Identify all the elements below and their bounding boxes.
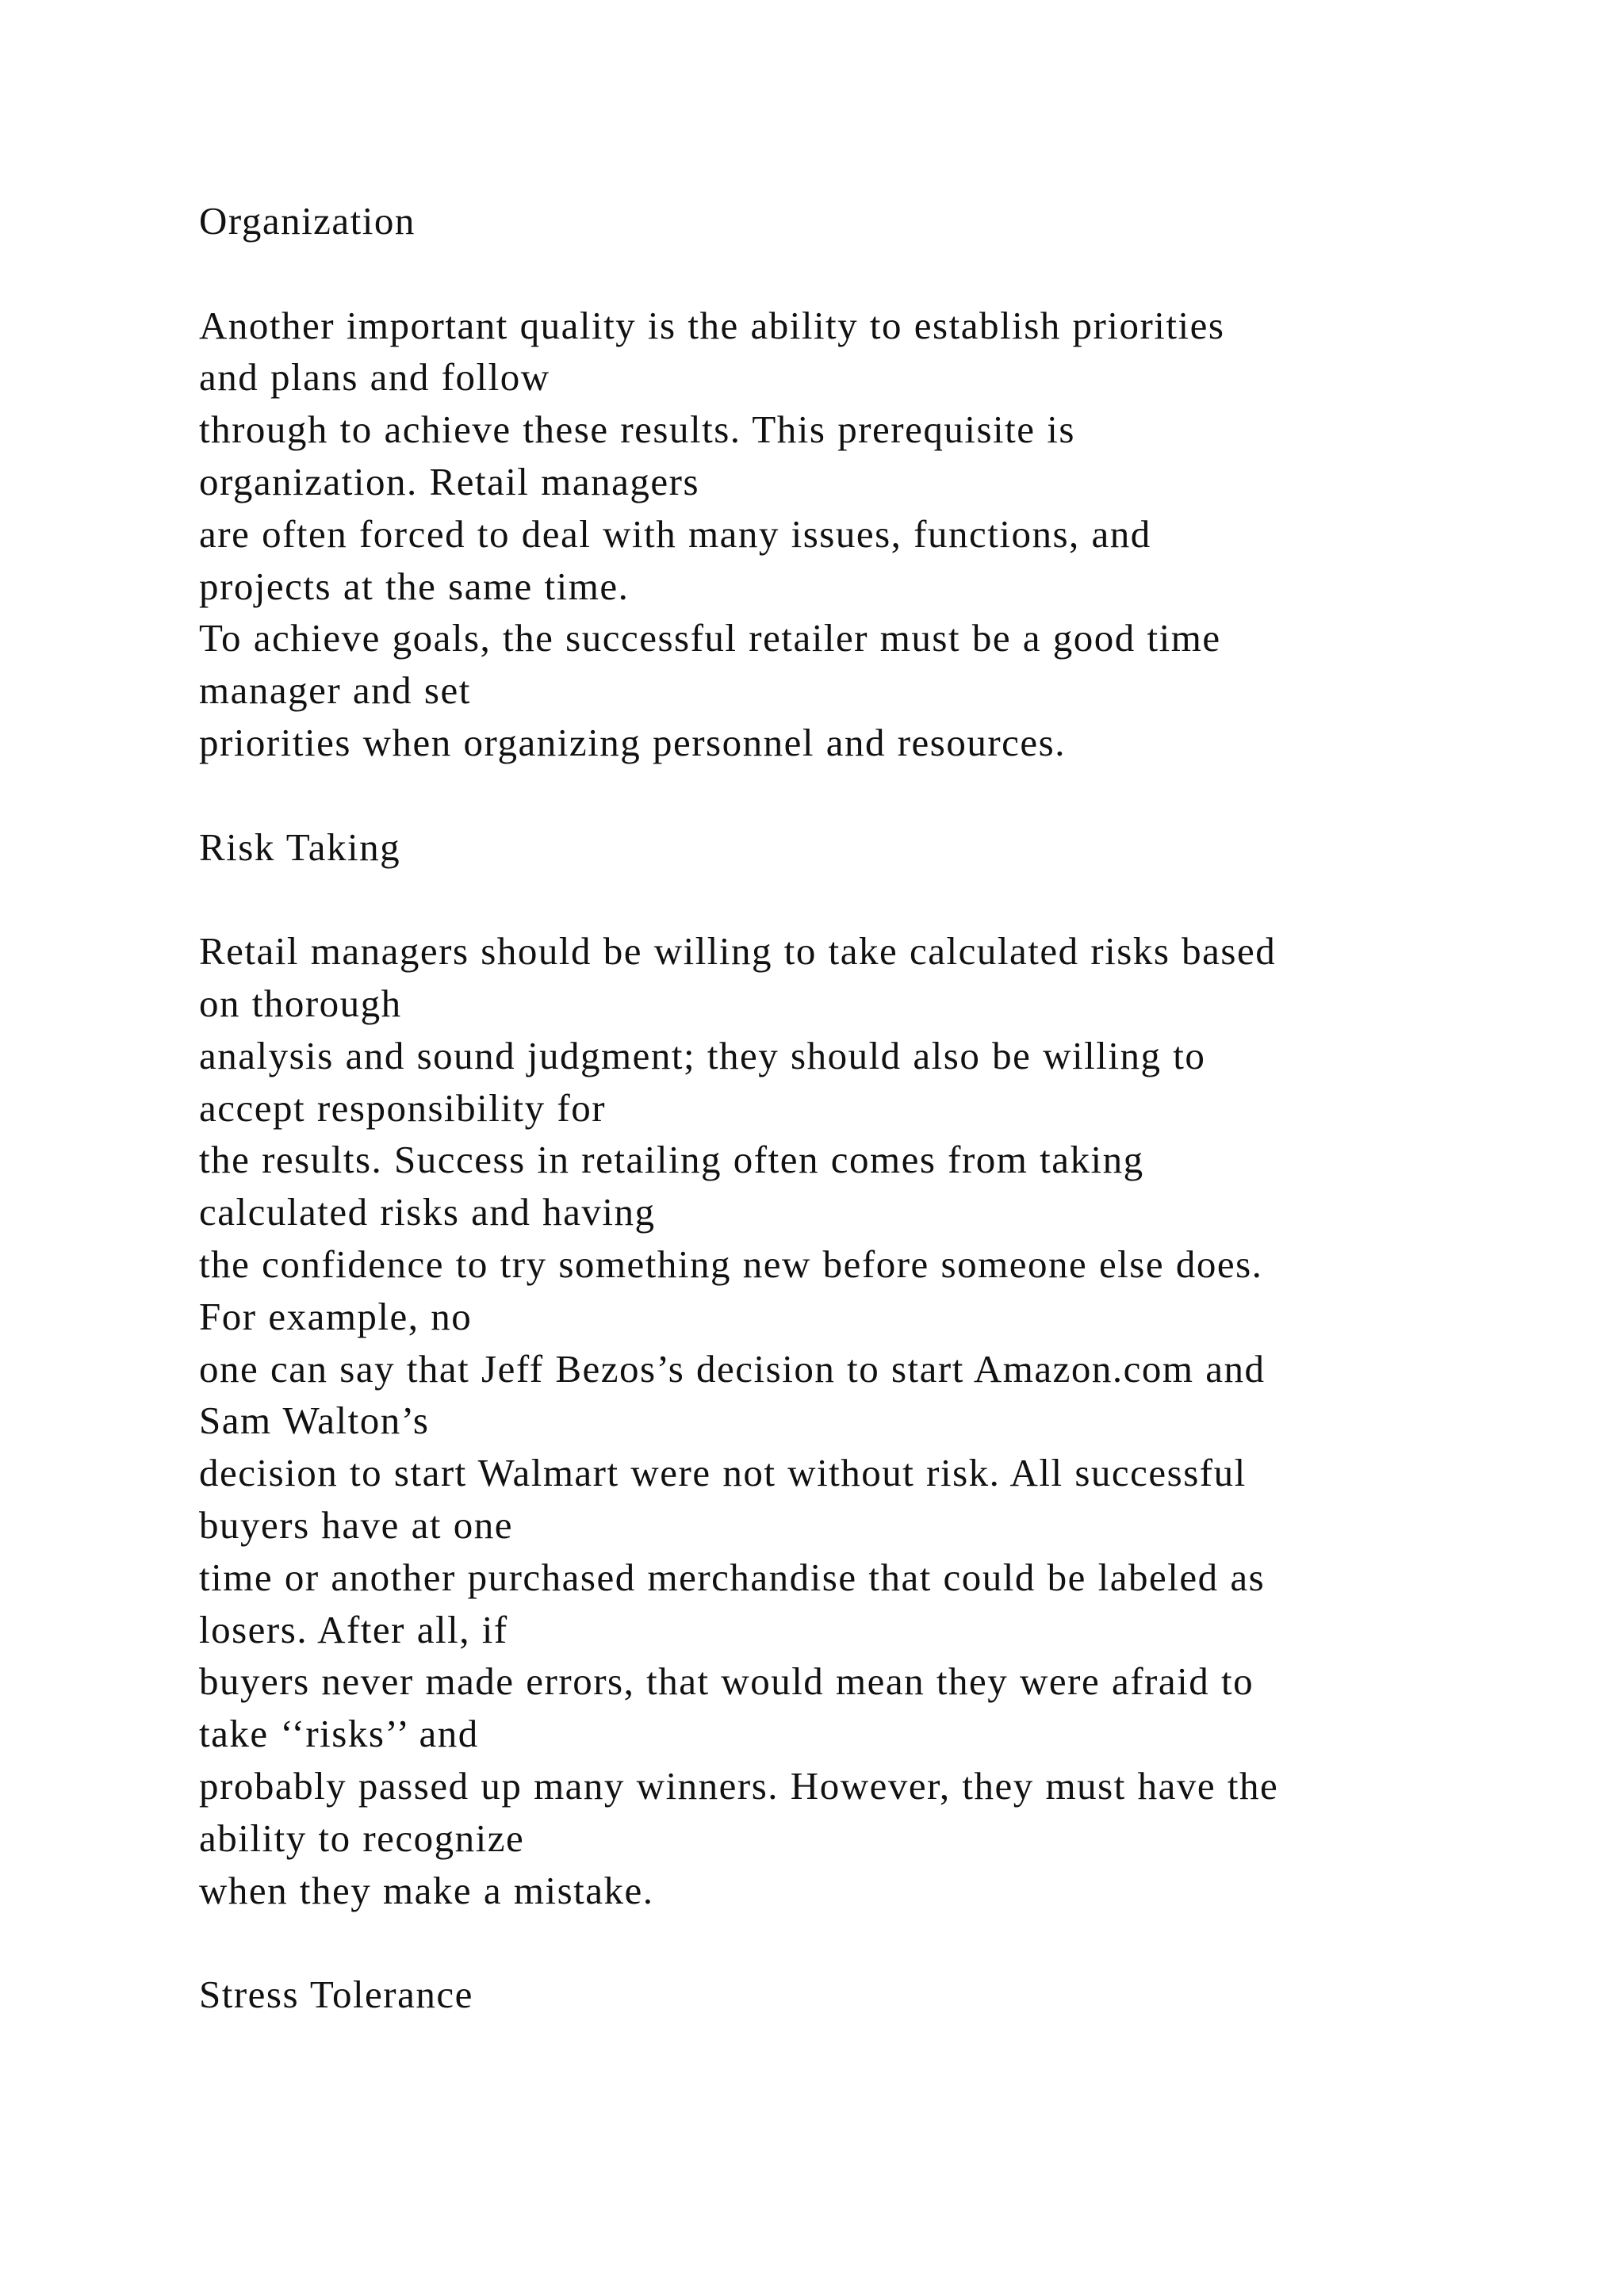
text-line: manager and set [199,668,471,713]
text-line: one can say that Jeff Bezos’s decision to start Amazon.com and [199,1346,1266,1391]
text-line: losers. After all, if [199,1607,508,1651]
text-line: buyers have at one [199,1502,513,1547]
text-line: the results. Success in retailing often comes from taking [199,1138,1144,1182]
text-line: organization. Retail managers [199,459,700,503]
paragraph-spacer [199,873,1436,925]
paragraph-spacer [199,247,1436,300]
text-line: the confidence to try something new before someone else does. [199,1242,1263,1286]
text-line: take ‘‘risks’’ and [199,1712,479,1756]
text-line: analysis and sound judgment; they should also be willing to [199,1033,1206,1077]
text-line: when they make a mistake. [199,1868,654,1912]
paragraph-spacer [199,1916,1436,1969]
text-line: priorities when organizing personnel and resources. [199,720,1066,764]
text-line: accept responsibility for [199,1085,607,1130]
section-heading-organization: Organization [199,199,416,243]
text-line: Another important quality is the ability to establish priorities [199,303,1225,347]
section-heading-stress-tolerance: Stress Tolerance [199,1973,473,2017]
text-line: through to achieve these results. This prerequisite is [199,408,1075,452]
text-line: decision to start Walmart were not without risk. All successful [199,1451,1247,1495]
text-line: To achieve goals, the successful retailer must be a good time [199,616,1221,660]
text-line: on thorough [199,981,402,1025]
text-line: are often forced to deal with many issues, functions, and [199,511,1151,556]
text-line: probably passed up many winners. However, they must have the [199,1763,1279,1808]
text-line: time or another purchased merchandise that could be labeled as [199,1555,1266,1599]
text-line: calculated risks and having [199,1190,656,1234]
text-line: projects at the same time. [199,564,630,608]
document-body [199,195,1436,2021]
text-line: Sam Walton’s [199,1399,430,1443]
text-line: For example, no [199,1294,473,1338]
text-line: and plans and follow [199,355,550,400]
text-line: Retail managers should be willing to take calculated risks based [199,929,1277,974]
text-line: buyers never made errors, that would mean they were afraid to [199,1659,1254,1704]
text-line: ability to recognize [199,1816,525,1860]
section-heading-risk-taking: Risk Taking [199,825,401,869]
paragraph-spacer [199,769,1436,821]
